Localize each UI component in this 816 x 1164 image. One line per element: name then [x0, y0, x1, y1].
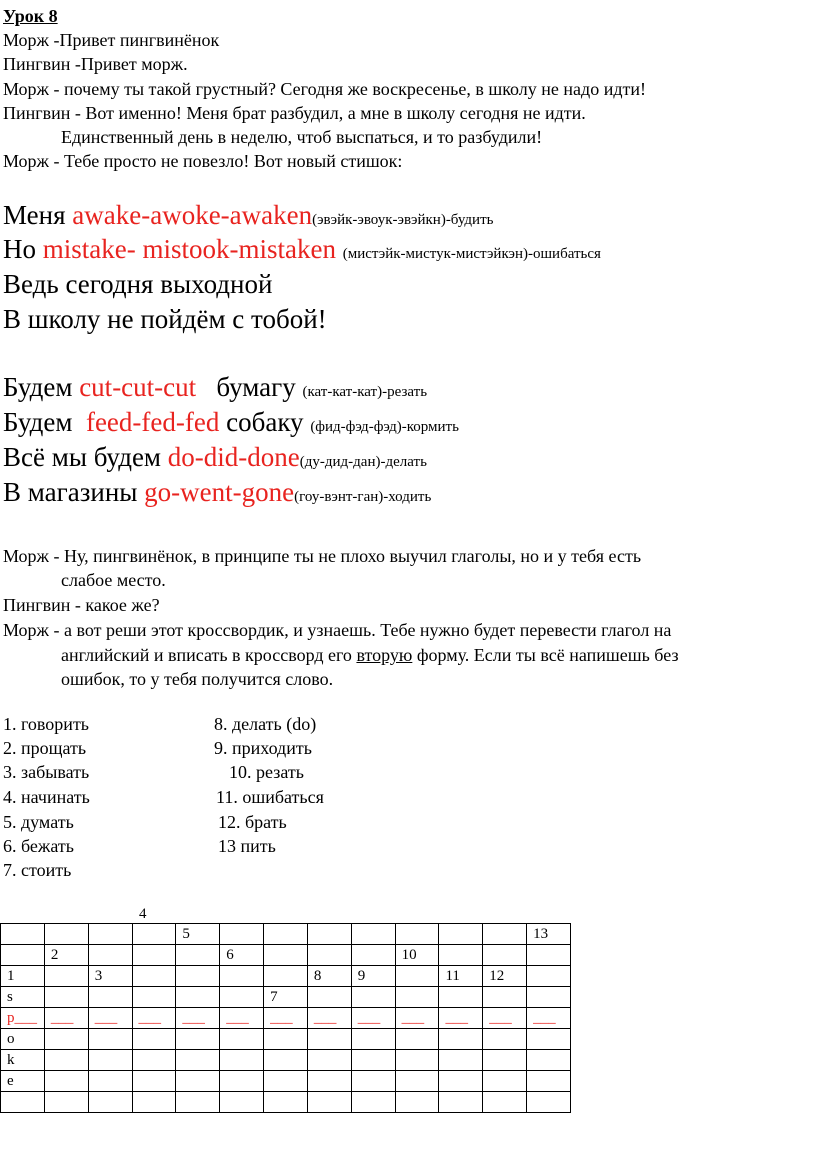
poem-line	[3, 370, 427, 409]
transcription-note: (кат-кат-кат)-резать	[302, 384, 428, 400]
crossword-cell[interactable]	[307, 924, 351, 945]
crossword-cell[interactable]	[264, 966, 308, 987]
crossword-cell[interactable]	[307, 1029, 351, 1050]
crossword-cell[interactable]	[483, 1050, 527, 1071]
crossword-cell[interactable]	[483, 987, 527, 1008]
poem-text	[336, 234, 343, 264]
crossword-cell[interactable]	[351, 945, 395, 966]
crossword-cell[interactable]	[44, 1029, 88, 1050]
crossword-cell[interactable]	[220, 1050, 264, 1071]
crossword-cell[interactable]	[88, 1050, 132, 1071]
answer-underline: ___	[401, 1010, 425, 1026]
crossword-cell[interactable]	[351, 1092, 395, 1113]
crossword-cell[interactable]	[132, 987, 176, 1008]
crossword-cell[interactable]	[483, 1092, 527, 1113]
crossword-cell[interactable]	[176, 987, 220, 1008]
crossword-grid	[0, 923, 571, 1113]
crossword-cell[interactable]	[395, 987, 439, 1008]
crossword-cell[interactable]	[88, 1092, 132, 1113]
verb-forms: feed-fed-fed	[85, 407, 220, 437]
poem-text: В магазины	[3, 477, 145, 507]
crossword-cell[interactable]	[483, 1071, 527, 1092]
crossword-cell[interactable]: 12	[483, 966, 527, 987]
crossword-cell[interactable]	[439, 945, 483, 966]
crossword-cell[interactable]: 10	[395, 945, 439, 966]
verb-forms: cut-cut-cut	[79, 372, 197, 402]
crossword-cell[interactable]: 7	[264, 987, 308, 1008]
transcription-note: (эвэйк-эвоук-эвэйкн)-будить	[312, 212, 494, 228]
crossword-cell[interactable]	[220, 987, 264, 1008]
dialogue-text: английский и вписать в кроссворд его	[61, 645, 357, 665]
crossword-cell[interactable]	[527, 1050, 571, 1071]
list-item: 3. забывать	[3, 762, 90, 782]
crossword-cell[interactable]	[220, 1008, 264, 1029]
crossword-cell[interactable]	[351, 1050, 395, 1071]
crossword-cell[interactable]	[88, 1029, 132, 1050]
crossword-cell[interactable]	[307, 1092, 351, 1113]
crossword-cell[interactable]	[88, 924, 132, 945]
crossword-cell[interactable]	[176, 945, 220, 966]
list-item: 6. бежать	[3, 836, 74, 856]
crossword-row	[1, 1071, 571, 1092]
crossword-cell[interactable]	[264, 1008, 308, 1029]
answer-underline: ___	[357, 1010, 381, 1026]
crossword-cell[interactable]: 3	[88, 966, 132, 987]
poem-line	[3, 232, 601, 271]
crossword-cell[interactable]	[395, 924, 439, 945]
poem-text: собаку	[219, 407, 311, 437]
crossword-cell[interactable]: o	[1, 1029, 45, 1050]
crossword-cell[interactable]	[439, 924, 483, 945]
crossword-cell[interactable]	[395, 1071, 439, 1092]
list-item: 9. приходить	[214, 738, 312, 758]
crossword-row	[1, 1008, 571, 1029]
crossword-cell[interactable]	[439, 1050, 483, 1071]
answer-blank: p	[7, 1010, 15, 1026]
crossword-cell[interactable]	[132, 1071, 176, 1092]
dialogue-line: Морж -Привет пингвинёнок	[3, 30, 220, 50]
crossword-cell[interactable]	[44, 987, 88, 1008]
crossword-cell[interactable]	[527, 1008, 571, 1029]
answer-underline: ___	[313, 1010, 337, 1026]
crossword-cell[interactable]	[132, 945, 176, 966]
crossword-cell[interactable]	[176, 1029, 220, 1050]
poem-text: Будем	[3, 407, 86, 437]
crossword-cell[interactable]	[395, 1092, 439, 1113]
crossword-row	[1, 1092, 571, 1113]
transcription-note: (мистэйк-мистук-мистэйкэн)-ошибаться	[342, 246, 601, 262]
answer-underline: ___	[138, 1010, 162, 1026]
crossword-cell[interactable]	[351, 1029, 395, 1050]
answer-underline: ___	[14, 1010, 37, 1026]
crossword-cell[interactable]	[307, 1008, 351, 1029]
crossword-cell[interactable]	[176, 1092, 220, 1113]
crossword-cell[interactable]	[1, 1008, 45, 1029]
answer-underline: ___	[50, 1010, 74, 1026]
list-item: 12. брать	[218, 812, 287, 832]
transcription-note: (гоу-вэнт-ган)-ходить	[294, 489, 432, 505]
poem-line	[3, 475, 431, 514]
crossword-row	[1, 1029, 571, 1050]
dialogue-line: Единственный день в неделю, чтоб выспаться, и то разбудили!	[61, 127, 543, 147]
crossword-cell[interactable]	[264, 924, 308, 945]
answer-underline: ___	[270, 1010, 293, 1026]
answer-underline: ___	[489, 1010, 512, 1026]
crossword-cell[interactable]	[527, 945, 571, 966]
poem-line: Ведь сегодня выходной	[3, 269, 273, 299]
crossword-cell[interactable]	[483, 924, 527, 945]
list-item: 13 пить	[218, 836, 276, 856]
list-item: 7. стоить	[3, 860, 72, 880]
crossword-cell[interactable]	[264, 1029, 308, 1050]
crossword-row	[1, 1050, 571, 1071]
answer-underline: ___	[533, 1010, 556, 1026]
list-item: 1. говорить	[3, 714, 90, 734]
verb-forms: awake-awoke-awaken	[72, 200, 313, 230]
crossword-number-4: 4	[139, 906, 147, 922]
dialogue-line: Морж - Тебе просто не повезло! Вот новый стишок:	[3, 151, 403, 171]
crossword-cell[interactable]: 11	[439, 966, 483, 987]
crossword-cell[interactable]	[439, 1008, 483, 1029]
crossword-cell[interactable]	[307, 987, 351, 1008]
crossword-cell[interactable]	[439, 987, 483, 1008]
dialogue-line: Пингвин - Вот именно! Меня брат разбудил, а мне в школу сегодня не идти.	[3, 103, 586, 123]
crossword-cell[interactable]	[264, 1092, 308, 1113]
crossword-cell[interactable]: e	[1, 1071, 45, 1092]
crossword-cell[interactable]	[307, 1071, 351, 1092]
poem-line	[3, 405, 459, 444]
crossword-cell[interactable]	[132, 1029, 176, 1050]
crossword-cell[interactable]	[264, 1050, 308, 1071]
crossword-cell[interactable]	[132, 966, 176, 987]
dialogue-line	[61, 643, 679, 667]
crossword-row	[1, 987, 571, 1008]
crossword-cell[interactable]	[44, 1071, 88, 1092]
crossword-cell[interactable]	[176, 1050, 220, 1071]
crossword-row	[1, 966, 571, 987]
crossword-cell[interactable]	[132, 1050, 176, 1071]
crossword-cell[interactable]	[483, 1029, 527, 1050]
crossword-cell[interactable]: k	[1, 1050, 45, 1071]
poem-text: Меня	[3, 200, 73, 230]
crossword-cell[interactable]	[44, 1092, 88, 1113]
list-item: 10. резать	[229, 762, 304, 782]
crossword-cell[interactable]	[439, 1092, 483, 1113]
crossword-cell[interactable]	[132, 924, 176, 945]
verb-forms: go-went-gone	[144, 477, 295, 507]
list-item: 2. прощать	[3, 738, 87, 758]
poem-text: Всё мы будем	[3, 442, 168, 472]
crossword-cell[interactable]	[307, 1050, 351, 1071]
crossword-cell[interactable]	[395, 1050, 439, 1071]
crossword-row	[1, 924, 571, 945]
crossword-cell[interactable]	[395, 1008, 439, 1029]
crossword-cell[interactable]: 1	[1, 966, 45, 987]
dialogue-line: Морж - а вот реши этот кроссвордик, и узнаешь. Тебе нужно будет перевести глагол на	[3, 620, 672, 640]
dialogue-text: форму. Если ты всё напишешь без	[412, 645, 679, 665]
crossword-cell[interactable]	[1, 945, 45, 966]
list-item: 11. ошибаться	[216, 787, 324, 807]
answer-underline: ___	[445, 1010, 468, 1026]
crossword-cell[interactable]	[307, 945, 351, 966]
crossword-cell[interactable]	[220, 924, 264, 945]
crossword-cell[interactable]	[220, 966, 264, 987]
crossword-cell[interactable]	[220, 1029, 264, 1050]
underlined-word: вторую	[356, 645, 413, 665]
list-item: 8. делать (do)	[214, 714, 317, 734]
verb-forms: mistake- mistook-mistaken	[42, 234, 336, 264]
crossword-cell[interactable]	[44, 1050, 88, 1071]
crossword-cell[interactable]	[176, 1071, 220, 1092]
crossword-cell[interactable]	[220, 1092, 264, 1113]
crossword-cell[interactable]	[176, 966, 220, 987]
crossword-cell[interactable]	[483, 945, 527, 966]
crossword-cell[interactable]	[527, 966, 571, 987]
crossword-cell[interactable]	[88, 1071, 132, 1092]
poem-text: бумагу	[196, 372, 303, 402]
dialogue-line: Пингвин -Привет морж.	[3, 54, 188, 74]
crossword-cell[interactable]	[176, 1008, 220, 1029]
crossword-cell[interactable]	[351, 1071, 395, 1092]
crossword-cell[interactable]: 6	[220, 945, 264, 966]
crossword-cell[interactable]	[439, 1071, 483, 1092]
answer-underline: ___	[182, 1010, 205, 1026]
crossword-cell[interactable]: s	[1, 987, 45, 1008]
crossword-cell[interactable]	[44, 966, 88, 987]
dialogue-line: слабое место.	[61, 570, 166, 590]
crossword-cell[interactable]	[527, 987, 571, 1008]
dialogue-line: Морж - почему ты такой грустный? Сегодня же воскресенье, в школу не надо идти!	[3, 79, 646, 99]
crossword-cell[interactable]	[527, 1092, 571, 1113]
list-item: 4. начинать	[3, 787, 90, 807]
crossword-cell[interactable]	[44, 1008, 88, 1029]
crossword-cell[interactable]	[132, 1008, 176, 1029]
crossword-cell[interactable]	[351, 987, 395, 1008]
transcription-note: (фид-фэд-фэд)-кормить	[310, 419, 459, 435]
crossword-cell[interactable]	[264, 1071, 308, 1092]
crossword-cell[interactable]	[351, 924, 395, 945]
crossword-cell[interactable]	[527, 1029, 571, 1050]
crossword-row	[1, 945, 571, 966]
crossword-cell[interactable]	[88, 1008, 132, 1029]
crossword-cell[interactable]	[439, 1029, 483, 1050]
crossword-cell[interactable]	[351, 1008, 395, 1029]
dialogue-line: Пингвин - какое же?	[3, 595, 160, 615]
crossword-cell[interactable]	[395, 966, 439, 987]
crossword-cell[interactable]	[395, 1029, 439, 1050]
crossword-cell[interactable]	[1, 1092, 45, 1113]
crossword-cell[interactable]	[132, 1092, 176, 1113]
transcription-note: (ду-дид-дан)-делать	[299, 454, 427, 470]
crossword-cell[interactable]	[527, 1071, 571, 1092]
crossword-cell[interactable]: 9	[351, 966, 395, 987]
crossword-cell[interactable]: 8	[307, 966, 351, 987]
crossword-cell[interactable]	[88, 987, 132, 1008]
poem-line: В школу не пойдём с тобой!	[3, 304, 327, 334]
list-item: 5. думать	[3, 812, 74, 832]
crossword-cell[interactable]	[88, 945, 132, 966]
crossword-cell[interactable]: 13	[527, 924, 571, 945]
lesson-title: Урок 8	[3, 6, 58, 26]
poem-line	[3, 440, 427, 479]
crossword-cell[interactable]: 2	[44, 945, 88, 966]
crossword-cell[interactable]	[1, 924, 45, 945]
verb-forms: do-did-done	[167, 442, 300, 472]
poem-text: Но	[3, 234, 43, 264]
crossword-cell[interactable]	[44, 924, 88, 945]
crossword-cell[interactable]	[220, 1071, 264, 1092]
crossword-cell[interactable]: 5	[176, 924, 220, 945]
dialogue-line: ошибок, то у тебя получится слово.	[61, 669, 334, 689]
poem-text: Будем	[3, 372, 80, 402]
crossword-cell[interactable]	[483, 1008, 527, 1029]
answer-underline: ___	[226, 1010, 249, 1026]
dialogue-line: Морж - Ну, пингвинёнок, в принципе ты не плохо выучил глаголы, но и у тебя есть	[3, 546, 642, 566]
crossword-cell[interactable]	[264, 945, 308, 966]
answer-underline: ___	[94, 1010, 118, 1026]
